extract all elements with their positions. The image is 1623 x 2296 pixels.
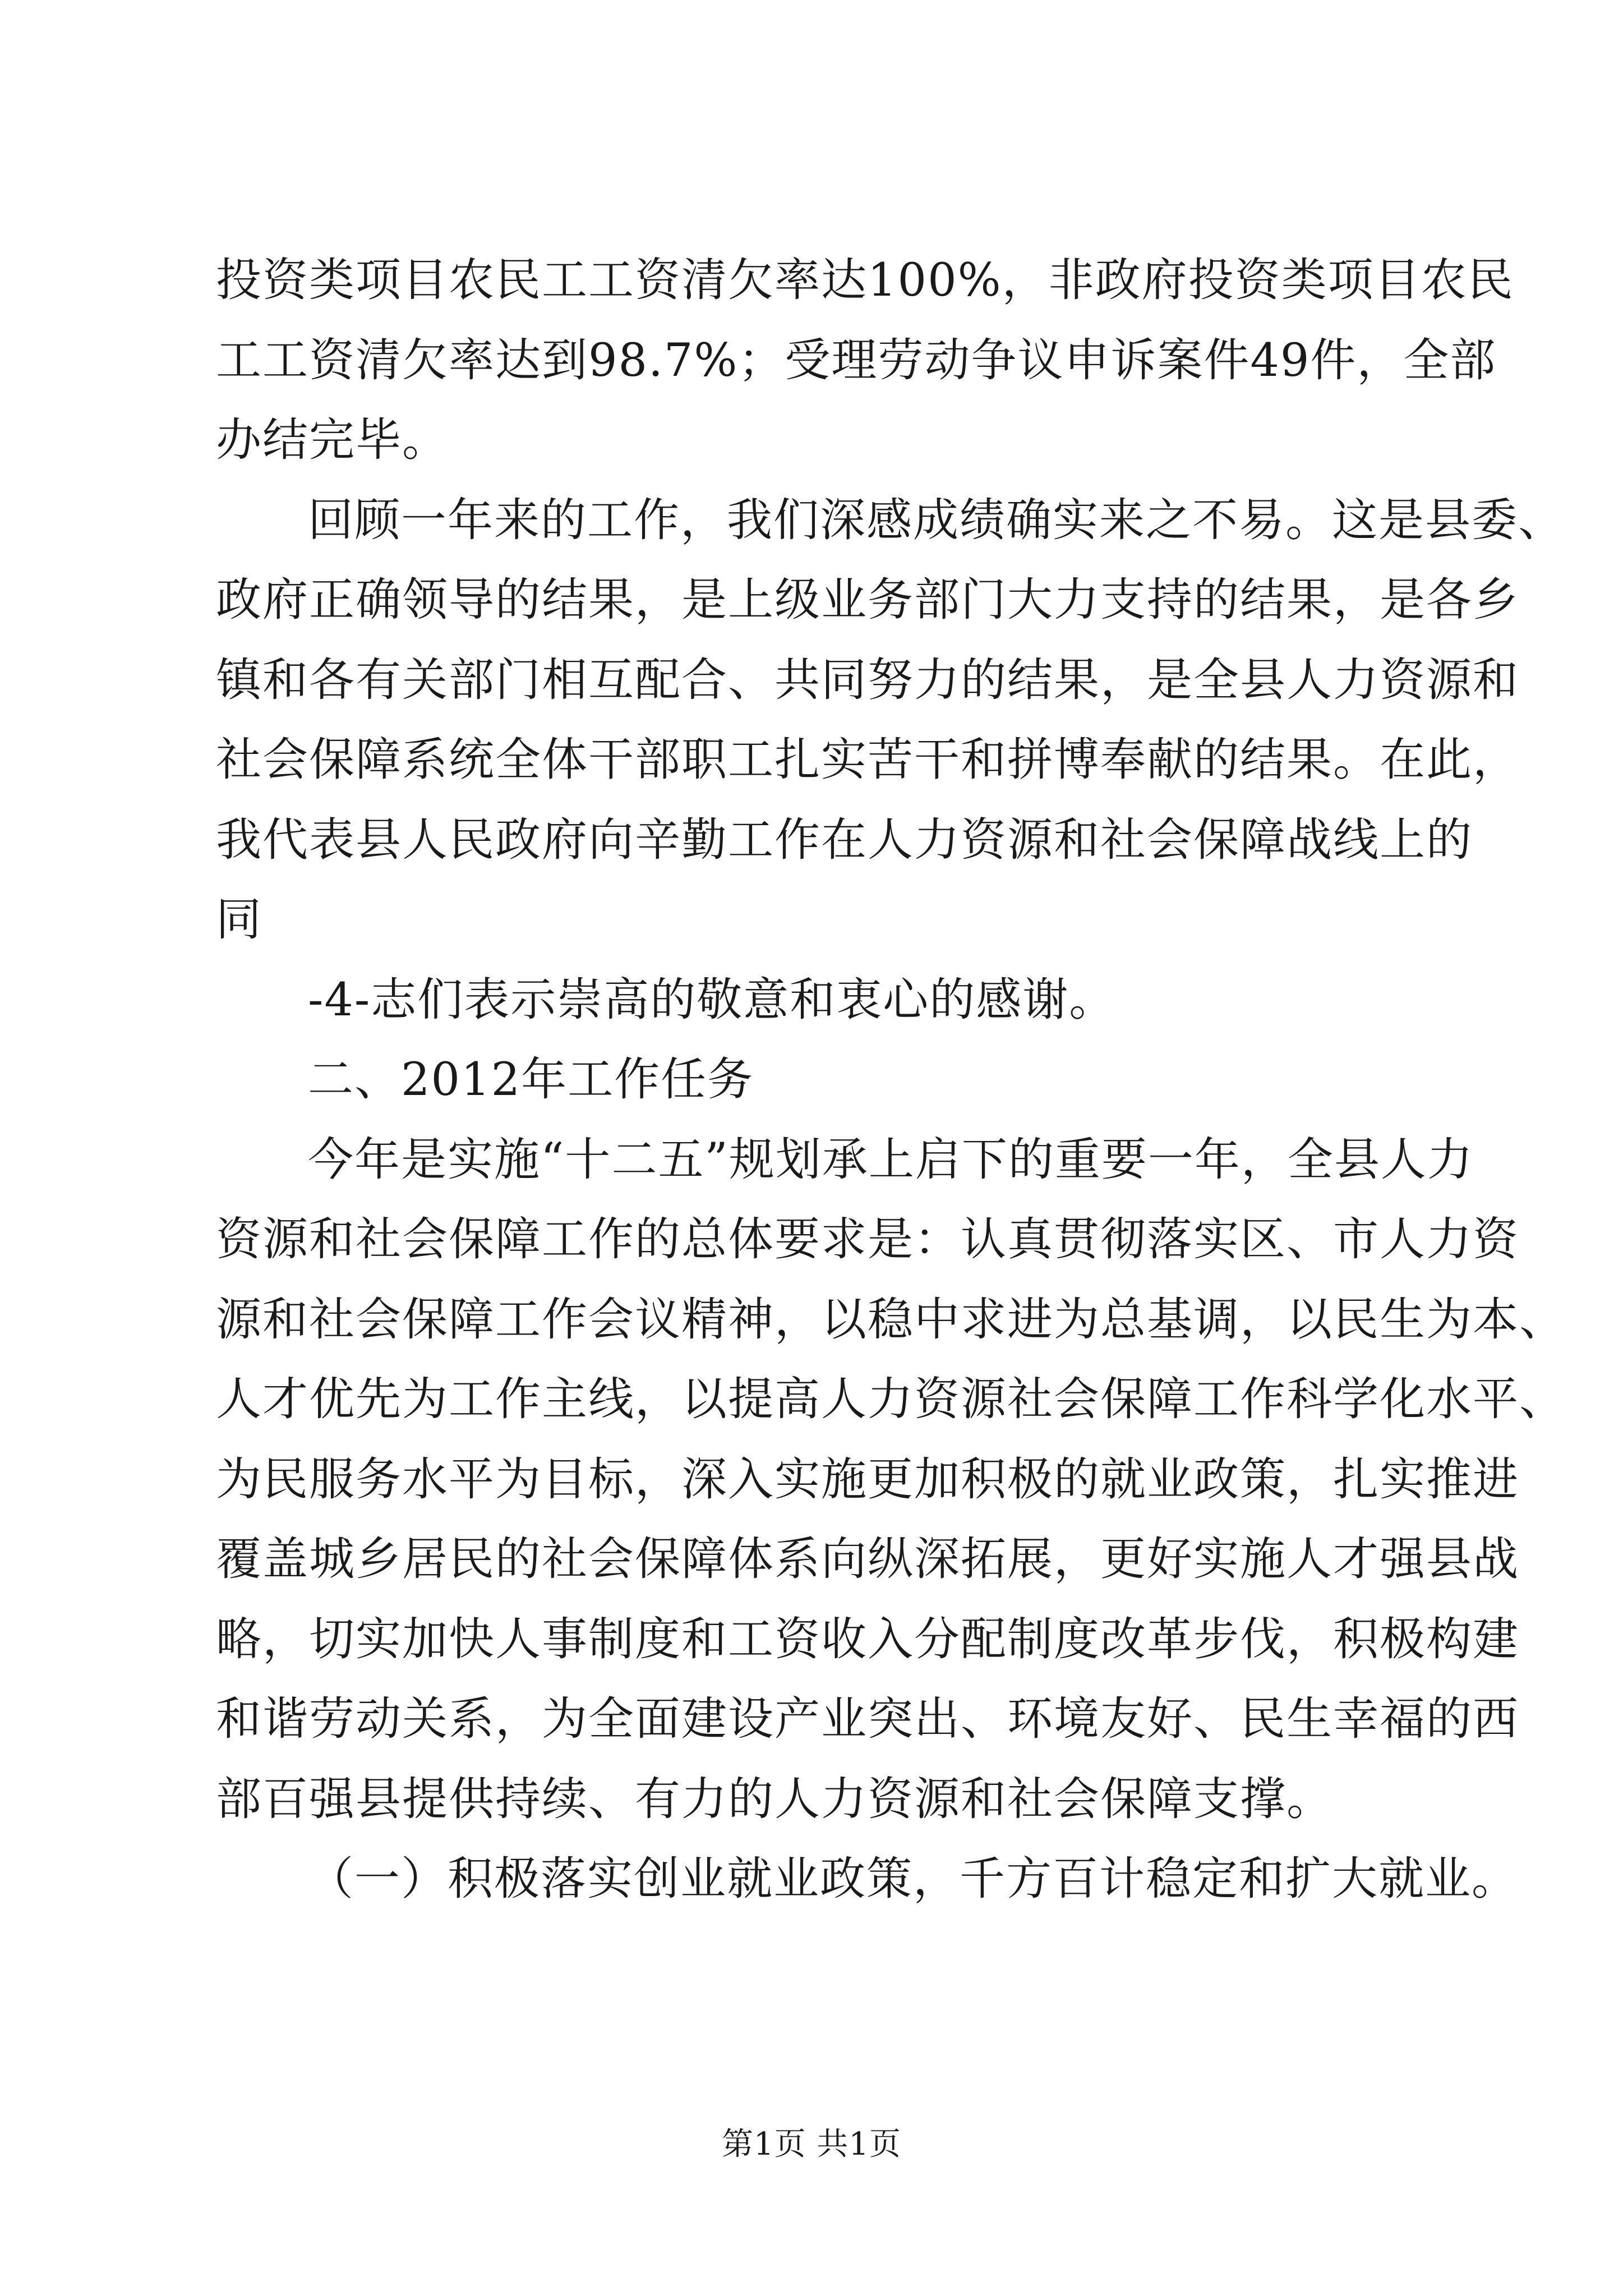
text-line: 我代表县人民政府向辛勤工作在人力资源和社会保障战线上的	[216, 813, 1473, 867]
text-line: 人才优先为工作主线，以提高人力资源社会保障工作科学化水平、	[216, 1373, 1566, 1426]
paragraph-start-line: 今年是实施“十二五”规划承上启下的重要一年，全县人力	[308, 1133, 1474, 1186]
text-line: 和谐劳动关系，为全面建设产业突出、环境友好、民生幸福的西	[216, 1693, 1520, 1746]
subsection-heading: （一）积极落实创业就业政策，千方百计稳定和扩大就业。	[308, 1853, 1519, 1906]
text-line: 镇和各有关部门相互配合、共同努力的结果，是全县人力资源和	[216, 654, 1520, 707]
text-line: 投资类项目农民工工资清欠率达100%，非政府投资类项目农民	[216, 254, 1514, 307]
text-line: 部百强县提供持续、有力的人力资源和社会保障支撑。	[216, 1773, 1334, 1826]
section-heading: 二、2012年工作任务	[308, 1053, 754, 1106]
page-footer: 第1页 共1页	[721, 2126, 902, 2162]
text-line: 源和社会保障工作会议精神，以稳中求进为总基调，以民生为本、	[216, 1293, 1566, 1346]
text-line: 办结完毕。	[216, 414, 449, 467]
document-body	[216, 254, 1566, 1932]
text-line: -4-志们表示崇高的敬意和衷心的感谢。	[308, 973, 1116, 1027]
paragraph-start-line: 回顾一年来的工作，我们深感成绩确实来之不易。这是县委、	[308, 494, 1565, 547]
text-line: 社会保障系统全体干部职工扎实苦干和拼博奉献的结果。在此，	[216, 734, 1520, 786]
text-line: 覆盖城乡居民的社会保障体系向纵深拓展，更好实施人才强县战	[216, 1533, 1520, 1586]
text-line: 略，切实加快人事制度和工资收入分配制度改革步伐，积极构建	[216, 1613, 1520, 1666]
text-line: 资源和社会保障工作的总体要求是：认真贯彻落实区、市人力资	[216, 1213, 1520, 1266]
text-line: 工工资清欠率达到98.7%；受理劳动争议申诉案件49件，全部	[216, 334, 1497, 387]
text-line: 政府正确领导的结果，是上级业务部门大力支持的结果，是各乡	[216, 574, 1520, 627]
text-line: 同	[216, 894, 263, 946]
text-line: 为民服务水平为目标，深入实施更加积极的就业政策，扎实推进	[216, 1453, 1520, 1506]
